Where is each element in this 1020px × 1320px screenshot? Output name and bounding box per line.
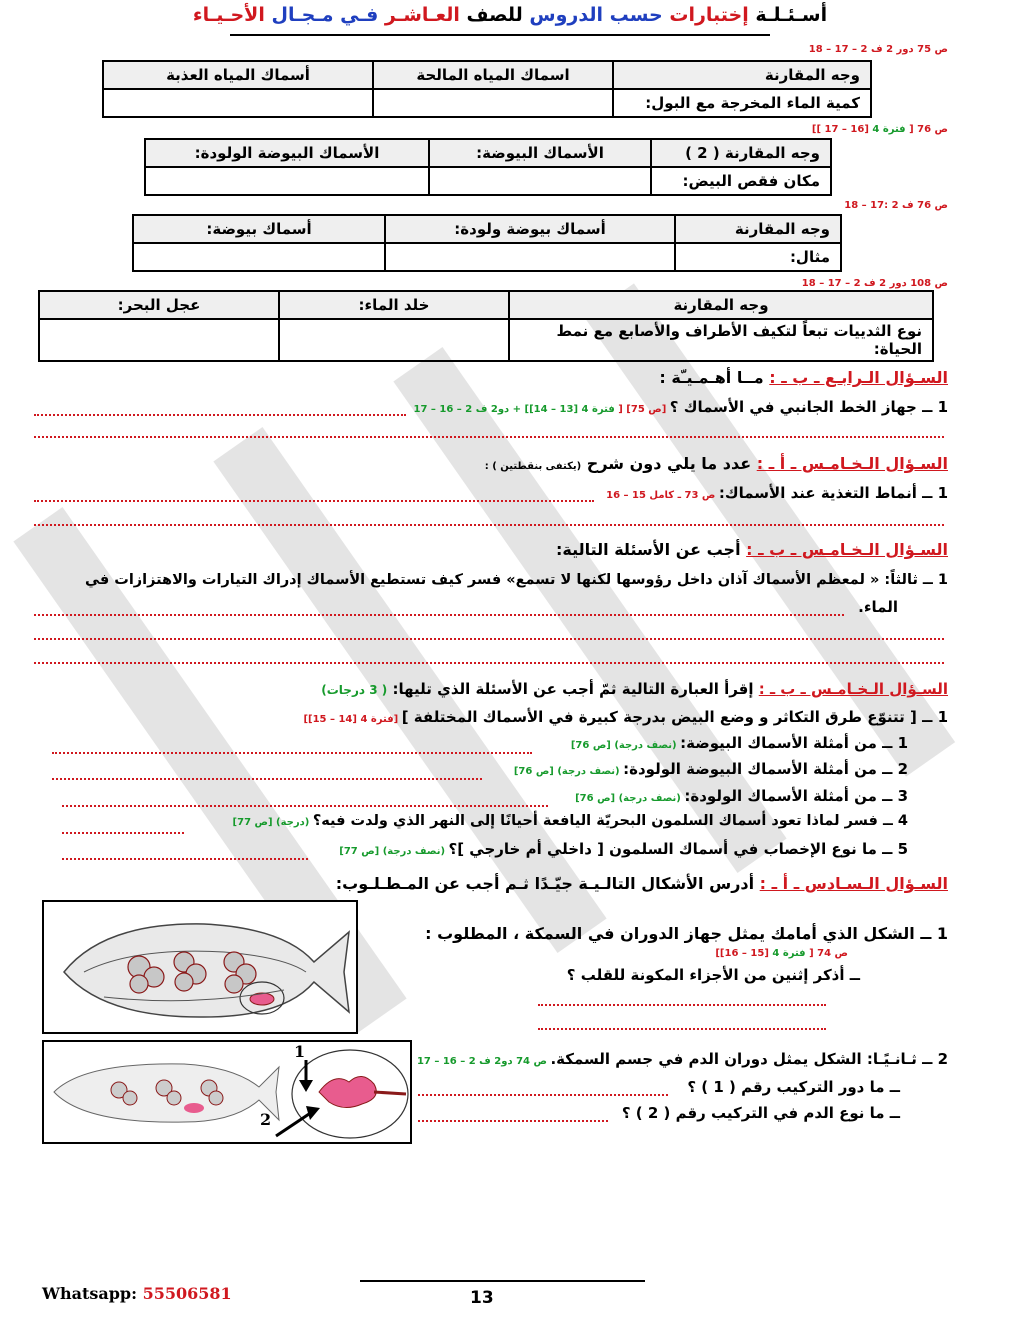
- fish-circulation-figure: [42, 900, 358, 1034]
- title-underline: [230, 34, 770, 36]
- q5b2-sub5: 5 ــ ما نوع الإخصاب في أسماك السلمون [ داخلي أم خارجي ]؟ (نصف درجة) [ص 77]: [339, 840, 908, 858]
- q5b2-sub2: 2 ــ من أمثلة الأسماك البيوضة الولودة: (نصف درجة) [ص 76]: [513, 760, 908, 778]
- q6a-part2-q2: ــ ما نوع الدم في التركيب رقم ( 2 ) ؟: [621, 1104, 900, 1122]
- page-number: 13: [470, 1288, 494, 1308]
- q5a-item: 1 ــ أنماط التغذية عند الأسماك: ص 73 ـ كامل 15 – 16: [606, 484, 948, 502]
- answer-line[interactable]: [538, 1004, 826, 1006]
- q6a-heading: السـؤال الـسـادس ـ أ ـ : أدرس الأشكال التالـيـة جيّـدًا ثـم أجب عن المـطـلـوب:: [335, 874, 948, 893]
- table4-ref: ص 108 دور 2 ف 2 – 17 – 18: [801, 278, 948, 289]
- table2-ref: ص 76 [ فترة 4 [16 – 17 ]]: [811, 124, 948, 135]
- table3-cell-b[interactable]: [133, 243, 385, 271]
- table2-r1: مكان فقص البيض:: [651, 167, 831, 195]
- table4-cell-a[interactable]: [279, 319, 509, 361]
- answer-line[interactable]: [538, 1028, 826, 1030]
- footer-divider: [360, 1280, 645, 1282]
- table4-r1: نوع الثدييات تبعاً لتكيف الأطراف والأصابع مع نمط الحياة:: [509, 319, 933, 361]
- table4-cell-b[interactable]: [39, 319, 279, 361]
- comparison-table-3: [132, 214, 842, 272]
- q6a-part1-question: ــ أذكر إثنين من الأجزاء المكونة للقلب ؟: [566, 966, 860, 984]
- table3-ref: ص 76 ف 2 :17 – 18: [844, 200, 948, 211]
- structure-label-2: 2: [260, 1110, 272, 1129]
- comparison-table-4: [38, 290, 934, 362]
- page-title: أسـئـلـة إختبارات حسب الدروس للصف العـاشـر فـي مـجـال الأحـيـاء: [192, 4, 828, 26]
- answer-line[interactable]: [52, 752, 532, 754]
- table2-cell-b[interactable]: [145, 167, 429, 195]
- table1-ref: ص 75 دور 2 ف 2 – 17 – 18: [808, 44, 948, 55]
- table2-h3: الأسماك البيوضة الولودة:: [145, 139, 429, 167]
- q6a-part2-q1: ــ ما دور التركيب رقم ( 1 ) ؟: [687, 1078, 900, 1096]
- q5b2-heading: السـؤال الـخـامـس ـ ب ـ : إقرأ العبارة التالية ثمّ أجب عن الأسئلة الذي تليها: ( 3 درجات): [321, 680, 948, 698]
- answer-line[interactable]: [34, 638, 944, 640]
- q5b1-heading: السـؤال الـخـامـس ـ ب ـ : أجب عن الأسئلة التالية:: [555, 540, 948, 559]
- table1-h2: اسماك المياه المالحة: [373, 61, 613, 89]
- answer-line[interactable]: [34, 414, 406, 416]
- whatsapp-contact: Whatsapp: 55506581: [42, 1284, 232, 1303]
- table4-h1: وجه المقارنة: [509, 291, 933, 319]
- table1-cell-b[interactable]: [103, 89, 373, 117]
- comparison-table-1: [102, 60, 872, 118]
- q5b2-sub4: 4 ــ فسر لماذا تعود أسماك السلمون البحريّة اليافعة أحيانًا إلى النهر الذي ولدت فيه؟ (درجة) [ص 77]: [232, 813, 908, 829]
- q4b-item: 1 ــ جهاز الخط الجانبي في الأسماك ؟ [ص 75] [ فترة 4 [13 – 14]] + دو2 ف 2 – 16 – 17: [413, 398, 948, 416]
- structure-label-1: 1: [294, 1042, 306, 1061]
- blood-flow-diagram: [44, 1042, 410, 1142]
- answer-line[interactable]: [52, 778, 482, 780]
- q6a-part1-ref: ص 74 [ فترة 4 [15 – 16]]: [715, 948, 848, 959]
- q5b1-item-line2: الماء.: [858, 598, 898, 616]
- answer-line[interactable]: [418, 1120, 608, 1122]
- table4-h2: خلد الماء:: [279, 291, 509, 319]
- table3-h2: أسماك بيوضة ولودة:: [385, 215, 675, 243]
- answer-line[interactable]: [34, 524, 944, 526]
- answer-line[interactable]: [34, 614, 844, 616]
- q6a-part2: 2 ــ ثـانـيًـا: الشكل يمثل دوران الدم في جسم السمكة. ص 74 دو2 ف 2 – 16 – 17: [416, 1050, 948, 1068]
- table3-h1: وجه المقارنة: [675, 215, 841, 243]
- table1-h3: أسماك المياه العذبة: [103, 61, 373, 89]
- answer-line[interactable]: [34, 662, 944, 664]
- q5b2-sub1: 1 ــ من أمثلة الأسماك البيوضة: (نصف درجة) [ص 76]: [570, 734, 908, 752]
- comparison-table-2: [144, 138, 832, 196]
- table1-r1: كمية الماء المخرجة مع البول:: [613, 89, 871, 117]
- table2-h1: وجه المقارنة ( 2 ): [651, 139, 831, 167]
- answer-line[interactable]: [34, 436, 944, 438]
- answer-line[interactable]: [62, 805, 548, 807]
- table2-h2: الأسماك البيوضة:: [429, 139, 651, 167]
- q5b2-statement: 1 ــ [ تتنوّع طرق التكاثر و وضع البيض بدرجة كبيرة في الأسماك المختلفة ] [فترة 4 [14 – 15]]: [303, 708, 948, 726]
- answer-line[interactable]: [62, 858, 308, 860]
- table4-h3: عجل البحر:: [39, 291, 279, 319]
- fish-blood-flow-figure: [42, 1040, 412, 1144]
- table2-cell-a[interactable]: [429, 167, 651, 195]
- table3-h3: أسماك بيوضة:: [133, 215, 385, 243]
- q5b1-item-line1: 1 ــ ثالثاً: « لمعظم الأسماك آذان داخل رؤوسها لكنها لا تسمع» فسر كيف تستطيع الأسماك إدراك التيارات والاهتزازات في: [85, 572, 948, 588]
- q5b2-sub3: 3 ــ من أمثلة الأسماك الولودة: (نصف درجة) [ص 76]: [575, 787, 908, 805]
- answer-line[interactable]: [418, 1094, 668, 1096]
- q4b-heading: السـؤال الـرابـع ـ ب ـ : مــا أهـمـيـّة :: [659, 368, 948, 387]
- table1-cell-a[interactable]: [373, 89, 613, 117]
- fish-circulatory-diagram: [44, 902, 356, 1032]
- answer-line[interactable]: [62, 832, 184, 834]
- table1-h1: وجه المقارنة: [613, 61, 871, 89]
- q5a-heading: السـؤال الـخـامـس ـ أ ـ : عدد ما يلي دون شرح (يكتفى بنقطتين ) :: [484, 454, 948, 473]
- q6a-part1: 1 ــ الشكل الذي أمامك يمثل جهاز الدوران في السمكة ، المطلوب :: [425, 924, 948, 943]
- table3-r1: مثال:: [675, 243, 841, 271]
- answer-line[interactable]: [34, 500, 594, 502]
- table3-cell-a[interactable]: [385, 243, 675, 271]
